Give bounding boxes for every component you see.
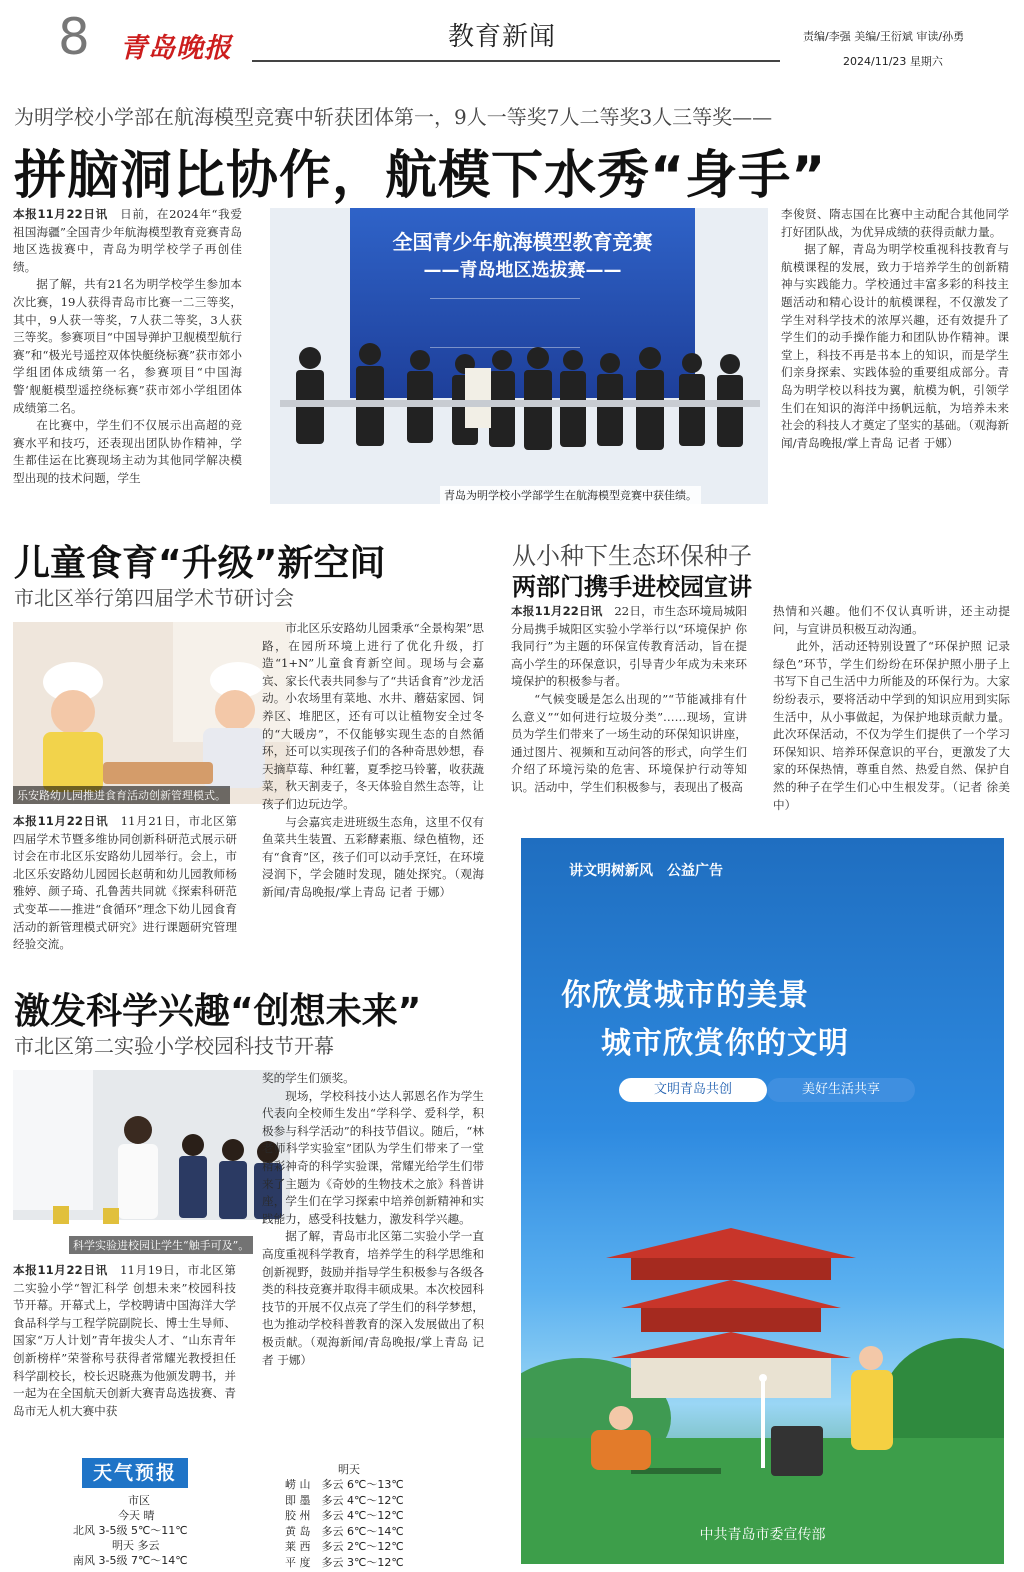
page-number: 8 bbox=[58, 8, 90, 66]
story3-column-left bbox=[511, 603, 747, 828]
story2-headline: 儿童食育“升级”新空间 bbox=[14, 543, 386, 584]
weather-title: 天气预报 bbox=[82, 1458, 188, 1488]
header-divider bbox=[252, 60, 780, 62]
science-class-image bbox=[13, 1070, 290, 1254]
story2-photo bbox=[13, 622, 290, 804]
story2-caption: 乐安路幼儿园推进食育活动创新管理模式。 bbox=[13, 786, 230, 804]
issue-date: 2024/11/23 星期六 bbox=[843, 55, 943, 68]
story1-para-1: 日前，在2024年“我爱祖国海疆”全国青少年航海模型教育竞赛青岛地区选拔赛中，青岛为明学校学子再创佳绩。 bbox=[13, 207, 242, 274]
story1-caption: 青岛为明学校小学部学生在航海模型竞赛中获佳绩。 bbox=[440, 486, 701, 504]
story3-headline: 两部门携手进校园宣讲 bbox=[512, 573, 752, 601]
story2-dateline: 本报11月22日讯 bbox=[13, 814, 109, 828]
story1-para-5: 据了解，青岛为明学校重视科技教育与航模课程的发展，致力于培养学生的创新精神与实践能力。学校通过丰富多彩的科技主题活动和精心设计的航模课程，不仅激发了学生对科学技术的浓厚兴趣，还有效提升了学生们的动手操作能力和团队协作精神。课堂上，科技不再是书本上的知识，而是学生们亲身探索、实践体验的重要组成部分。青岛为明学校以科技为翼，航模为帆，引领学生们在知识的海洋中扬帆远航，为培养未来社会的科技人才奠定了坚实的基础。（观海新闻/青岛晚报/掌上青岛 记者 于娜） bbox=[781, 242, 1009, 450]
story1-para-2: 据了解，共有21名为明学校学生参加本次比赛，19人获得青岛市比赛一二三等奖，其中，9人获一等奖，7人获二等奖，3人获三等奖。参赛项目“中国导弹护卫舰模型航行赛”和“极光号遥控双体快艇绕标赛”获市郊小学组团体成绩第一名，参赛项目“中国海警‘舰艇模型遥控绕标赛”获市郊小学组团体成绩第二名。 bbox=[13, 277, 242, 415]
story4-para-3: 现场，学校科技小达人郭恩名作为学生代表向全校师生发出“学科学、爱科学，积极参与科学活动”的科技节倡议。随后，“林老师科学实验室”团队为学生们带来了一堂精彩神奇的科学实验课，常耀光给学生们带来了主题为《奇妙的生物技术之旅》科普讲座，学生们在学习探索中培养创新精神和实践能力，感受科技魅力，激发科学兴趣。 bbox=[262, 1088, 484, 1226]
backdrop-subtitle: ——青岛地区选拔赛—— bbox=[423, 260, 622, 281]
story4-column-right bbox=[262, 1070, 484, 1432]
story1-column-left bbox=[13, 206, 242, 498]
story3-para-4: 此外，活动还特别设置了“环保护照 记录绿色”环节，学生们纷纷在环保护照小册子上书写下自己生活中力所能及的环保行为。大家纷纷表示，要将活动中学到的知识应用到实际生活中，从小事做起，为保护地球贡献力量。此次环保活动，不仅为学生们提供了一个学习环保知识、培养环保意识的平台，更激发了大家的环保热情，尊重自然、热爱自然、保护自然的种子在学生们心中生根发芽。（记者 徐美中） bbox=[773, 639, 1010, 812]
ad-tag-1: 文明青岛共创 bbox=[619, 1078, 767, 1102]
story1-para-3: 在比赛中，学生们不仅展示出高超的竞赛水平和技巧，还表现出团队协作精神，学生都佳运在比赛现场主动为其他同学解决模型出现的技术问题，学生 bbox=[13, 418, 242, 485]
story4-dateline: 本报11月22日讯 bbox=[13, 1263, 108, 1277]
story1-headline: 拼脑洞比协作，航模下水秀“身手” bbox=[14, 146, 827, 206]
ad-top-label: 讲文明树新风 公益广告 bbox=[569, 863, 723, 879]
story3-para-2: “气候变暖是怎么出现的”“节能减排有什么意义”“如何进行垃圾分类”……现场，宣讲员为学生们带来了一场生动的环保知识讲座，通过图片、视频和互动问答的形式，向学生们介绍了环境污染的危害、环境保护行动等知识。活动中，学生们积极参与，表现出了极高 bbox=[511, 691, 747, 794]
story1-kicker: 为明学校小学部在航海模型竞赛中斩获团体第一，9人一等奖7人二等奖3人三等奖—— bbox=[14, 105, 773, 129]
story3-kicker: 从小种下生态环保种子 bbox=[512, 542, 752, 570]
story2-column-left bbox=[13, 813, 237, 963]
weather-region-header: 明天 bbox=[338, 1463, 360, 1476]
weather-region-row: 胶 州 多云 4℃～12℃ bbox=[285, 1509, 404, 1522]
story4-column-left bbox=[13, 1262, 236, 1432]
weather-region-row: 平 度 多云 3℃～12℃ bbox=[285, 1555, 404, 1569]
weather-today-wind: 北风 3-5级 5℃～11℃ bbox=[73, 1524, 188, 1537]
weather-region-row: 黄 岛 多云 6℃～14℃ bbox=[285, 1524, 404, 1538]
story4-subhead: 市北区第二实验小学校园科技节开幕 bbox=[14, 1034, 334, 1058]
weather-region-row: 崂 山 多云 6℃～13℃ bbox=[285, 1478, 404, 1491]
students-group bbox=[270, 328, 768, 504]
ad-line-2: 城市欣赏你的文明 bbox=[601, 1026, 849, 1061]
editors-credit: 责编/李强 美编/王衍斌 审读/孙勇 bbox=[803, 30, 965, 43]
ad-tag-2: 美好生活共享 bbox=[767, 1078, 915, 1102]
story2-column-right bbox=[262, 620, 484, 965]
story1-column-right bbox=[781, 206, 1009, 500]
paper-logo: 青岛晚报 bbox=[120, 33, 232, 64]
story2-para-3: 与会嘉宾走进班级生态角，这里不仅有鱼菜共生装置、五彩酵素瓶、绿色植物，还有“食育”区，孩子们可以动手烹饪，在环境浸润下，学会随时发现，随处探究。（观海新闻/青岛晚报/掌上青岛 记者 于娜） bbox=[262, 814, 484, 899]
story4-para-1: 11月19日，市北区第二实验小学“智汇科学 创想未来”校园科技节开幕。开幕式上，学校聘请中国海洋大学食品科学与工程学院副院长、博士生导师、国家“万人计划”青年拔尖人才、“山东青年创新榜样”荣誉称号获得者常耀光教授担任科学副校长，校长迟晓燕为他颁发聘书，并一起为在全国航天创新大赛青岛选拔赛、青岛市无人机大赛中获 bbox=[13, 1263, 236, 1418]
weather-today: 今天 晴 bbox=[118, 1509, 155, 1522]
section-title: 教育新闻 bbox=[448, 22, 557, 52]
story1-dateline: 本报11月22日讯 bbox=[13, 207, 108, 221]
story3-para-3: 热情和兴趣。他们不仅认真听讲，还主动提问，与宣讲员积极互动沟通。 bbox=[773, 604, 1010, 636]
story3-column-right bbox=[773, 603, 1010, 829]
children-cooking-image bbox=[13, 622, 290, 804]
story3-para-1: 22日，市生态环境局城阳分局携手城阳区实验小学举行以“环境保护 你我同行”为主题的环保宣传教育活动，旨在提高小学生的环保意识，引导青少年成为未来环境保护的积极参与者。 bbox=[511, 604, 747, 689]
weather-region-row: 莱 西 多云 2℃～12℃ bbox=[285, 1540, 404, 1553]
story1-photo bbox=[270, 208, 768, 504]
story1-para-4: 李俊贤、隋志国在比赛中主动配合其他同学打好团队战，为优异成绩的获得贡献力量。 bbox=[781, 207, 1009, 239]
story4-caption: 科学实验进校园让学生“触手可及”。 bbox=[69, 1236, 253, 1254]
ad-line-1: 你欣赏城市的美景 bbox=[561, 978, 809, 1013]
story4-headline: 激发科学兴趣“创想未来” bbox=[14, 991, 422, 1032]
weather-tomorrow-wind: 南风 3-5级 7℃～14℃ bbox=[73, 1554, 188, 1567]
weather-region-row: 即 墨 多云 4℃～12℃ bbox=[285, 1493, 404, 1507]
weather-tomorrow: 明天 多云 bbox=[112, 1539, 160, 1552]
weather-city-label: 市区 bbox=[128, 1494, 150, 1507]
story4-photo bbox=[13, 1070, 290, 1254]
story2-subhead: 市北区举行第四届学术节研讨会 bbox=[14, 586, 294, 610]
story4-para-4: 据了解，青岛市北区第二实验小学一直高度重视科学教育，培养学生的科学思维和创新视野，鼓励并指导学生积极参与各级各类的科技竞赛并取得丰硕成果。本次校园科技节的开展不仅点亮了学生们的科学梦想，也为推动学校科普教育的深入发展做出了积极贡献。（观海新闻/青岛晚报/掌上青岛 记者 于娜） bbox=[262, 1229, 484, 1367]
pavilion-illustration bbox=[521, 1198, 1004, 1564]
story3-dateline: 本报11月22日讯 bbox=[511, 604, 603, 618]
public-service-ad bbox=[521, 838, 1004, 1564]
story4-para-2: 奖的学生们颁奖。 bbox=[262, 1071, 355, 1085]
backdrop-title: 全国青少年航海模型教育竞赛 bbox=[392, 230, 653, 254]
ad-footer: 中共青岛市委宣传部 bbox=[699, 1527, 826, 1543]
story2-para-2: 市北区乐安路幼儿园秉承“全景构架”思路，在园所环境上进行了优化升级，打造“1+N”儿童食育新空间。现场与会嘉宾、家长代表共同参与了“共话食育”沙龙活动。小农场里有菜地、水井、蘑菇家园、饲养区、堆肥区，还有可以让植物安全过冬的“大暖房”，不仅能够实现生态的自然循环，还可以实现孩子们的各种奇思妙想，春天摘草莓、种红薯，夏季挖马铃薯，收获蔬菜，秋天割麦子，冬天体验自然生态等，让孩子们边玩边学。 bbox=[262, 621, 484, 811]
story2-para-1: 11月21日，市北区第四届学术节暨多维协同创新科研范式展示研讨会在市北区乐安路幼儿园举行。会上，市北区乐安路幼儿园园长赵萌和幼儿园教师杨雅婷、颜子琦、孔鲁茜共同就《探索科研范式变革——推进“食循环”理念下幼儿园食育活动的新管理模式研究》进行课题研究管理经验交流。 bbox=[13, 814, 237, 952]
weather-region-list bbox=[285, 1477, 445, 1570]
